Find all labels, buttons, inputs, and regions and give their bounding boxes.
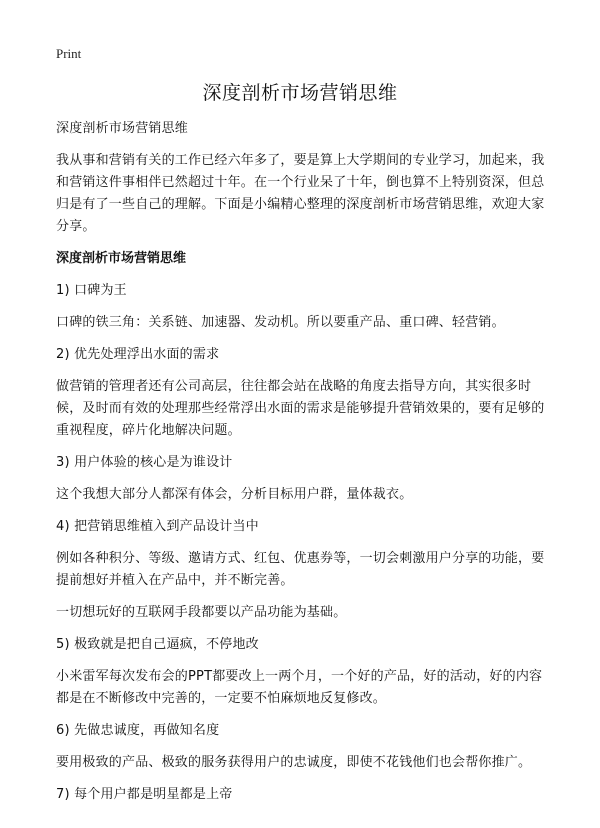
paragraph: 一切想玩好的互联网手段都要以产品功能为基础。 bbox=[56, 605, 347, 620]
paragraph: 2) 优先处理浮出水面的需求 bbox=[56, 347, 220, 362]
paragraph: 我从事和营销有关的工作已经六年多了，要是算上大学期间的专业学习，加起来，我和营销这件事相伴已然超过十年。在一个行业呆了十年，倒也算不上特别资深，但总归是有了一些自己的理解。下面是小编精心整理的深度剖析市场营销思维，欢迎大家分享。 bbox=[56, 153, 545, 234]
paragraph: 要用极致的产品、极致的服务获得用户的忠诚度，即使不花钱他们也会帮你推广。 bbox=[56, 755, 532, 770]
paragraph: 5) 极致就是把自己逼疯，不停地改 bbox=[56, 637, 259, 652]
paragraph: 做营销的管理者还有公司高层，往往都会站在战略的角度去指导方向，其实很多时候，及时而有效的处理那些经常浮出水面的需求是能够提升营销效果的，要有足够的重视程度，碎片化地解决问题。 bbox=[56, 379, 545, 438]
paragraph: 3) 用户体验的核心是为谁设计 bbox=[56, 455, 233, 470]
paragraph: 例如各种积分、等级、邀请方式、红包、优惠券等，一切会刺激用户分享的功能，要提前想好并植入在产品中，并不断完善。 bbox=[56, 551, 545, 588]
paragraph: 口碑的铁三角：关系链、加速器、发动机。所以要重产品、重口碑、轻营销。 bbox=[56, 315, 505, 330]
paragraph: 6) 先做忠诚度，再做知名度 bbox=[56, 723, 220, 738]
paragraph: 1) 口碑为王 bbox=[56, 283, 127, 298]
page-title: 深度剖析市场营销思维 bbox=[202, 82, 398, 104]
section-heading: 深度剖析市场营销思维 bbox=[56, 251, 187, 266]
paragraph: 小米雷军每次发布会的PPT都要改上一两个月，一个好的产品，好的活动，好的内容都是在不断修改中完善的，一定要不怕麻烦地反复修改。 bbox=[56, 669, 543, 706]
paragraph: 这个我想大部分人都深有体会，分析目标用户群，量体裁衣。 bbox=[56, 487, 413, 502]
print-link[interactable]: Print bbox=[56, 46, 82, 61]
paragraph: 深度剖析市场营销思维 bbox=[56, 121, 189, 136]
paragraph: 4) 把营销思维植入到产品设计当中 bbox=[56, 519, 259, 534]
paragraph: 7) 每个用户都是明星都是上帝 bbox=[56, 787, 233, 802]
article-body bbox=[56, 118, 548, 816]
